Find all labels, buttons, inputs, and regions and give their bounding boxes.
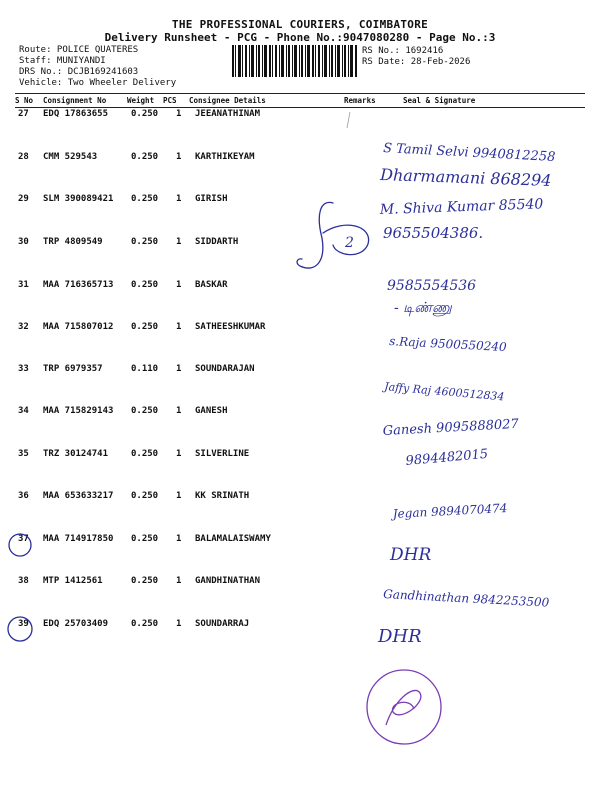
table-row — [0, 576, 600, 590]
row-pcs: 1 — [176, 280, 182, 290]
signature-row-33: Jaffy Raj 4600512834 — [383, 380, 505, 404]
signature-row-30: 9655504386. — [383, 224, 484, 242]
row-weight: 0.250 — [131, 280, 159, 290]
table-row — [0, 237, 600, 251]
table-row — [0, 152, 600, 166]
row-consignee: KK SRINATH — [195, 491, 250, 501]
col-header-weight: Weight — [127, 96, 155, 105]
seal-scribble — [386, 690, 421, 725]
signature-row-34: Ganesh 9095888027 — [382, 416, 520, 439]
route-label: Route: POLICE QUATERES — [19, 45, 139, 55]
row-weight: 0.250 — [131, 109, 159, 119]
row-consignment: MTP 1412561 — [43, 576, 103, 586]
row-sno: 35 — [18, 449, 29, 459]
row-sno: 29 — [18, 194, 29, 204]
row-consignee: SOUNDARRAJ — [195, 619, 250, 629]
vehicle-label: Vehicle: Two Wheeler Delivery — [19, 78, 177, 88]
col-header-consignment: Consignment No — [43, 96, 107, 105]
company-title: THE PROFESSIONAL COURIERS, COIMBATORE — [171, 18, 429, 31]
row-sno: 30 — [18, 237, 29, 247]
row-weight: 0.250 — [131, 237, 159, 247]
meta-left — [19, 45, 176, 89]
remark-stroke — [297, 202, 333, 268]
row-sno: 39 — [18, 619, 29, 629]
col-header-consignee: Consignee Details — [189, 96, 266, 105]
row-weight: 0.250 — [131, 152, 159, 162]
seal-stamp — [367, 670, 441, 744]
row-consignment: EDQ 17863655 — [43, 109, 109, 119]
row-consignee: SATHEESHKUMAR — [195, 322, 266, 332]
row-sno: 28 — [18, 152, 29, 162]
row-sno: 31 — [18, 280, 29, 290]
barcode-image — [232, 45, 358, 77]
row-consignment: MAA 715829143 — [43, 406, 114, 416]
row-consignment: MAA 716365713 — [43, 280, 114, 290]
row-pcs: 1 — [176, 449, 182, 459]
row-sno: 27 — [18, 109, 29, 119]
signature-row-35: 9894482015 — [405, 446, 489, 469]
signature-row-36: Jegan 9894070474 — [392, 501, 508, 521]
row-pcs: 1 — [176, 194, 182, 204]
row-consignment: CMM 529543 — [43, 152, 98, 162]
table-row — [0, 619, 600, 633]
row-pcs: 1 — [176, 237, 182, 247]
row-consignee: SOUNDARAJAN — [195, 364, 255, 374]
row-sno: 32 — [18, 322, 29, 332]
rs-date: RS Date: 28-Feb-2026 — [362, 57, 471, 67]
signature-row-28: Dharmamani 868294 — [379, 165, 552, 190]
signature-row-29: M. Shiva Kumar 85540 — [379, 196, 544, 218]
signature-row-37: DHR — [390, 545, 432, 565]
signature-row-32: s.Raja 9500550240 — [388, 334, 507, 355]
row-consignment: MAA 653633217 — [43, 491, 114, 501]
row-weight: 0.250 — [131, 491, 159, 501]
table-row — [0, 449, 600, 463]
signature-row-31: 9585554536 — [387, 278, 477, 294]
row-consignment: MAA 714917850 — [43, 534, 114, 544]
row-consignee: GIRISH — [195, 194, 228, 204]
row-consignee: BASKAR — [195, 280, 228, 290]
row-pcs: 1 — [176, 152, 182, 162]
row-sno: 37 — [18, 534, 29, 544]
col-header-pcs: PCS — [163, 96, 177, 105]
row-consignment: SLM 390089421 — [43, 194, 114, 204]
row-consignment: EDQ 25703409 — [43, 619, 109, 629]
signature-row-31-tamil: - டிண்ணு — [394, 300, 452, 316]
table-row — [0, 491, 600, 505]
row-consignee: SIDDARTH — [195, 237, 239, 247]
row-sno: 36 — [18, 491, 29, 501]
row-weight: 0.250 — [131, 619, 159, 629]
remark-count: 2 — [345, 235, 354, 251]
signature-row-27: S Tamil Selvi 9940812258 — [382, 141, 556, 166]
table-row — [0, 280, 600, 294]
table-row — [0, 109, 600, 123]
row-weight: 0.250 — [131, 534, 159, 544]
row-consignee: BALAMALAISWAMY — [195, 534, 271, 544]
row-consignee: JEEANATHINAM — [195, 109, 261, 119]
col-header-signature: Seal & Signature — [403, 96, 476, 105]
row-consignment: TRP 6979357 — [43, 364, 103, 374]
table-row — [0, 194, 600, 208]
row-consignment: TRZ 30124741 — [43, 449, 109, 459]
header-bottom-rule — [15, 107, 585, 108]
header-top-rule — [15, 93, 585, 94]
row-pcs: 1 — [176, 109, 182, 119]
table-row — [0, 534, 600, 548]
staff-label: Staff: MUNIYANDI — [19, 56, 106, 66]
col-header-sno: S No — [15, 96, 34, 105]
row-weight: 0.250 — [131, 576, 159, 586]
row-weight: 0.250 — [131, 194, 159, 204]
row-pcs: 1 — [176, 406, 182, 416]
row-weight: 0.250 — [131, 322, 159, 332]
signature-row-39: DHR — [378, 626, 422, 647]
row-consignee: SILVERLINE — [195, 449, 250, 459]
col-header-remarks: Remarks — [344, 96, 376, 105]
row-weight: 0.250 — [131, 406, 159, 416]
table-row — [0, 406, 600, 420]
row-pcs: 1 — [176, 491, 182, 501]
runsheet-subtitle: Delivery Runsheet - PCG - Phone No.:9047080280 - Page No.:3 — [104, 31, 496, 44]
row-pcs: 1 — [176, 322, 182, 332]
row-weight: 0.250 — [131, 449, 159, 459]
rs-number: RS No.: 1692416 — [362, 46, 444, 56]
signature-row-38: Gandhinathan 9842253500 — [382, 587, 550, 610]
row-pcs: 1 — [176, 364, 182, 374]
row-weight: 0.110 — [131, 364, 159, 374]
row-sno: 34 — [18, 406, 29, 416]
row-pcs: 1 — [176, 534, 182, 544]
table-row — [0, 364, 600, 378]
drs-label: DRS No.: DCJB169241603 — [19, 67, 139, 77]
row-sno: 33 — [18, 364, 29, 374]
row-consignee: KARTHIKEYAM — [195, 152, 255, 162]
row-consignment: TRP 4809549 — [43, 237, 103, 247]
meta-right — [362, 46, 470, 68]
table-row — [0, 322, 600, 336]
row-consignee: GANDHINATHAN — [195, 576, 261, 586]
row-consignment: MAA 715807012 — [43, 322, 114, 332]
row-consignee: GANESH — [195, 406, 228, 416]
row-pcs: 1 — [176, 619, 182, 629]
row-sno: 38 — [18, 576, 29, 586]
row-pcs: 1 — [176, 576, 182, 586]
